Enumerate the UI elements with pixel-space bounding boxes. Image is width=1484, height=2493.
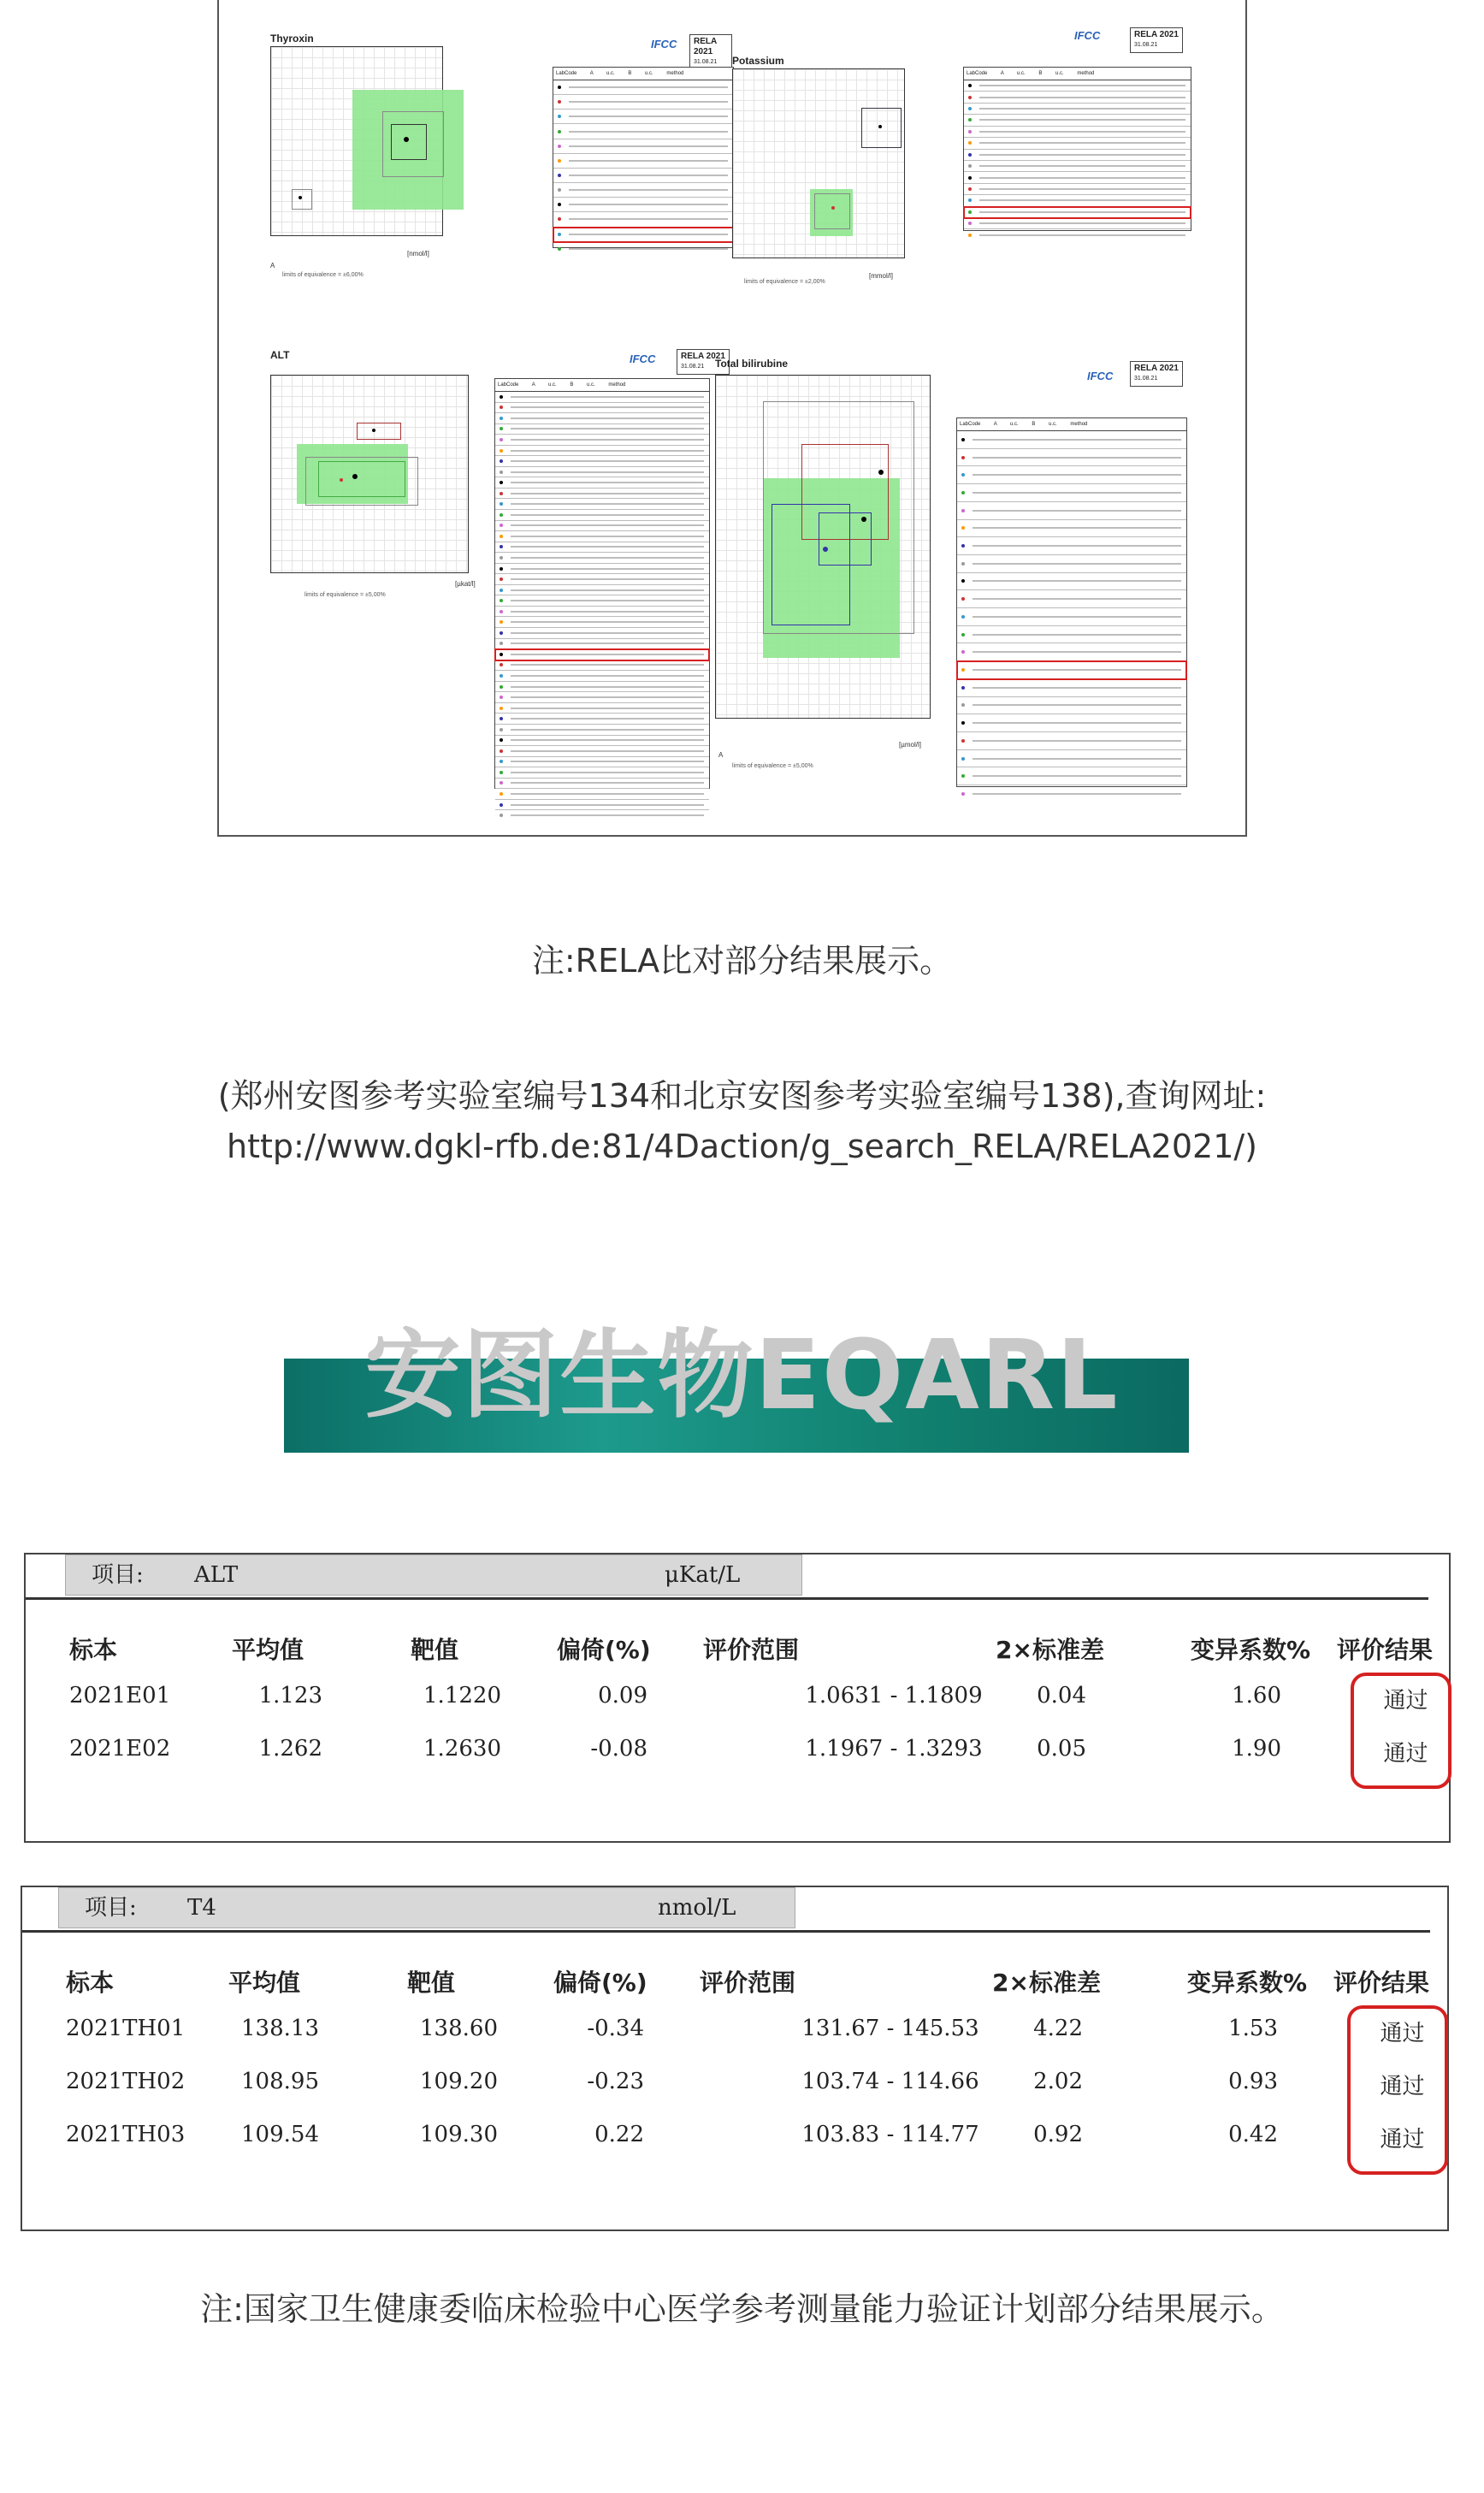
plot-area [270,46,443,236]
table-cell: 0.04 [1037,1683,1086,1708]
uncertainty-box [391,124,427,160]
table-cell: 2021E02 [69,1736,171,1762]
method-table-row [495,725,709,736]
method-table-row [495,585,709,596]
method-table-row [964,104,1191,115]
column-header: 评价结果 [1333,1969,1430,1997]
data-point [861,517,866,522]
table-cell: 0.42 [1228,2122,1278,2147]
method-table-row [553,80,733,95]
item-unit: nmol/L [658,1895,736,1921]
result-pass: 通过 [1380,2021,1425,2046]
panel-title: Total bilirubine [715,358,789,370]
table-cell: 0.22 [594,2122,644,2147]
panel-title: Thyroxin [270,33,314,44]
method-table-row [495,553,709,564]
column-header: 靶值 [407,1969,456,1997]
method-table-row [495,413,709,424]
table-cell: 1.60 [1232,1683,1281,1708]
method-table-row [957,785,1186,802]
table-cell: 138.13 [241,2016,319,2041]
method-table-row [495,703,709,714]
method-table-row [957,732,1186,750]
method-table-row [495,499,709,510]
uncertainty-box [318,461,405,497]
table-cell: 1.1220 [423,1683,501,1708]
method-table-row [495,767,709,779]
method-table-row [964,172,1191,183]
result-table-t4 [21,1886,1449,2231]
method-table-row [495,617,709,628]
table-cell: 1.2630 [423,1736,501,1762]
method-table-header: LabCode A u.c. B u.c. method [495,379,709,392]
method-table-row [495,714,709,725]
banner-title: 安图生物EQARL [364,1320,1120,1431]
column-header: 变异系数% [1187,1969,1308,1997]
table-cell: -0.23 [587,2069,644,2094]
column-header: 标本 [66,1969,115,1997]
column-header: 2×标准差 [992,1969,1101,1997]
table-cell: 1.0631 - 1.1809 [805,1683,983,1708]
table-cell: 103.74 - 114.66 [801,2069,979,2094]
panel-alt [270,349,732,794]
method-table-row [495,542,709,554]
highlighted-lab-row [957,661,1186,679]
rela-results-figure [217,0,1247,837]
item-name: ALT [194,1562,239,1588]
method-table-row [495,692,709,703]
panel-title: ALT [270,349,290,361]
badge-date: 31.08.21 [1134,42,1158,48]
table-rule [26,1597,1428,1600]
item-name: T4 [187,1895,216,1921]
column-header: 评价结果 [1337,1636,1434,1664]
method-table-row [957,466,1186,484]
column-header: 偏倚(%) [557,1636,651,1664]
query-url[interactable]: http://www.dgkl-rfb.de:81/4Daction/g_search_RELA/RELA2021/) [226,1128,1257,1165]
method-table-header: LabCode A u.c. B u.c. method [553,68,733,80]
table-cell: 109.54 [241,2122,319,2147]
method-table-row [495,789,709,800]
method-table-row [495,564,709,575]
method-table-row [495,800,709,811]
method-table-row [495,682,709,693]
method-table-row [553,124,733,139]
method-table-row [957,431,1186,449]
method-table-row [495,595,709,607]
method-table-row [964,80,1191,92]
method-table-row [957,714,1186,732]
method-table-row [495,510,709,521]
table-rule [22,1930,1430,1933]
rela-badge [689,34,732,70]
panel-title: Potassium [732,55,784,67]
panel-thyroxin [270,33,732,289]
result-pass: 通过 [1380,2127,1425,2153]
table-cell: 1.53 [1228,2016,1278,2041]
method-table-row [495,660,709,672]
nccl-note: 注:国家卫生健康委临床检验中心医学参考测量能力验证计划部分结果展示。 [200,2290,1284,2328]
ifcc-logo: IFCC [1087,370,1114,382]
badge-text: RELA 2021 [1134,30,1179,39]
table-cell: 2.02 [1033,2069,1083,2094]
method-table-row [964,92,1191,103]
method-table [963,67,1191,231]
table-cell: 0.93 [1228,2069,1278,2094]
plot-area [270,375,469,573]
data-point [372,429,375,432]
method-table-row [495,746,709,757]
table-cell: 109.30 [420,2122,498,2147]
method-table-row [964,115,1191,126]
uncertainty-box [814,193,850,229]
lab-info-line: (郑州安图参考实验室编号134和北京安图参考实验室编号138),查询网址: [217,1077,1267,1115]
panel-potassium [732,29,1211,289]
method-table-row [495,489,709,500]
method-table-row [957,520,1186,538]
method-table-row [553,212,733,227]
method-table-row [964,150,1191,161]
uncertainty-box [357,423,401,440]
method-table-row [495,779,709,790]
x-unit: [µkat/l] [455,580,476,588]
column-header: 偏倚(%) [553,1969,647,1997]
table-cell: 1.1967 - 1.3293 [805,1736,983,1762]
method-table-row [957,573,1186,591]
limits-of-equivalence: limits of equivalence = ±5,00% [304,592,386,598]
axis-a-label: A [718,751,724,759]
data-point [823,547,828,552]
ifcc-logo: IFCC [630,352,656,365]
rela-badge [1130,361,1183,387]
method-table-row [553,169,733,183]
method-table-row [495,531,709,542]
method-table-row [495,521,709,532]
item-bar [65,1554,802,1596]
highlighted-lab-row [553,228,733,242]
method-table-row [957,767,1186,785]
ifcc-logo: IFCC [651,38,677,50]
data-point [878,470,884,475]
table-cell: 109.20 [420,2069,498,2094]
data-point [831,206,835,210]
method-table-row [495,477,709,489]
method-table-row [553,183,733,198]
badge-date: 31.08.21 [1134,376,1158,382]
badge-date: 31.08.21 [681,364,705,370]
limits-of-equivalence: limits of equivalence = ±2,00% [744,279,825,285]
limits-of-equivalence: limits of equivalence = ±6,00% [282,272,364,278]
column-header: 2×标准差 [996,1636,1104,1664]
method-table-row [495,424,709,435]
table-cell: 1.90 [1232,1736,1281,1762]
method-table-header: LabCode A u.c. B u.c. method [964,68,1191,80]
data-point [878,125,882,128]
x-unit: [nmol/l] [407,250,429,258]
method-table-row [957,537,1186,555]
column-header: 评价范围 [700,1969,796,1997]
ifcc-logo: IFCC [1074,29,1101,42]
panel-total-bilirubine [715,349,1228,794]
table-cell: 2021E01 [69,1683,171,1708]
method-table-row [495,403,709,414]
method-table-row [964,195,1191,206]
result-pass: 通过 [1380,2074,1425,2099]
result-table-alt [24,1553,1451,1843]
method-table-row [495,435,709,446]
method-table-row [495,392,709,403]
table-cell: -0.34 [587,2016,644,2041]
method-table-row [957,679,1186,697]
method-table-row [964,229,1191,240]
table-cell: 131.67 - 145.53 [801,2016,979,2041]
method-table-row [957,608,1186,626]
uncertainty-box [861,108,902,148]
column-header: 变异系数% [1191,1636,1311,1664]
x-unit: [mmol/l] [869,272,893,280]
method-table-row [495,736,709,747]
method-table-row [957,502,1186,520]
method-table-row [553,139,733,154]
method-table-row [553,198,733,212]
method-table-row [964,184,1191,195]
plot-area [732,68,905,258]
result-pass: 通过 [1383,1741,1428,1767]
highlighted-lab-row [964,207,1191,218]
item-label: 项目: [92,1562,144,1588]
table-cell: 2021TH01 [66,2016,186,2041]
method-table [494,378,710,789]
method-table-row [553,95,733,110]
method-table-row [495,628,709,639]
item-unit: μKat/L [665,1562,741,1588]
table-cell: 4.22 [1033,2016,1083,2041]
pass-highlight [1347,2005,1448,2175]
method-table-row [553,242,733,256]
rela-note: 注:RELA比对部分结果展示。 [531,942,953,980]
method-table-row [957,590,1186,608]
method-table-row [957,643,1186,661]
table-cell: 0.09 [598,1683,647,1708]
badge-text: RELA 2021 [694,37,717,56]
table-cell: 2021TH02 [66,2069,186,2094]
method-table-row [957,484,1186,502]
table-cell: -0.08 [590,1736,647,1762]
limits-of-equivalence: limits of equivalence = ±5,00% [732,763,813,769]
column-header: 靶值 [411,1636,459,1664]
table-cell: 103.83 - 114.77 [801,2122,979,2147]
method-table-row [957,555,1186,573]
table-cell: 2021TH03 [66,2122,186,2147]
plot-area [715,375,931,719]
column-header: 平均值 [232,1636,304,1664]
method-table-row [495,671,709,682]
method-table-row [964,161,1191,172]
method-table-row [495,467,709,478]
pass-highlight [1351,1673,1451,1789]
badge-text: RELA 2021 [681,352,725,361]
method-table-row [957,449,1186,467]
method-table-row [495,446,709,457]
method-table-row [495,757,709,768]
method-table-row [964,218,1191,229]
method-table-row [495,639,709,650]
rela-badge [1130,27,1183,53]
method-table-row [957,626,1186,644]
method-table-row [964,138,1191,149]
table-cell: 138.60 [420,2016,498,2041]
method-table-row [553,154,733,169]
item-bar [58,1887,795,1928]
method-table-row [964,127,1191,138]
method-table-row [553,110,733,124]
uncertainty-box [292,189,312,210]
method-table [956,417,1187,787]
data-point [352,474,358,479]
result-pass: 通过 [1383,1688,1428,1714]
badge-date: 31.08.21 [694,59,718,65]
table-cell: 108.95 [241,2069,319,2094]
method-table-row [495,456,709,467]
table-cell: 0.05 [1037,1736,1086,1762]
item-label: 项目: [85,1895,137,1921]
data-point [299,196,302,199]
method-table-header: LabCode A u.c. B u.c. method [957,418,1186,431]
method-table-row [957,697,1186,715]
highlighted-lab-row [495,649,709,660]
method-table-row [957,750,1186,768]
table-cell: 1.123 [258,1683,322,1708]
axis-a-label: A [270,262,275,269]
column-header: 评价范围 [703,1636,800,1664]
data-point [404,137,409,142]
column-header: 标本 [69,1636,118,1664]
method-table-row [495,810,709,820]
x-unit: [µmol/l] [899,741,921,749]
table-cell: 1.262 [258,1736,322,1762]
badge-text: RELA 2021 [1134,364,1179,373]
data-point [340,478,343,482]
method-table [553,67,734,248]
column-header: 平均值 [228,1969,301,1997]
table-cell: 0.92 [1033,2122,1083,2147]
method-table-row [495,574,709,585]
method-table-row [495,607,709,618]
